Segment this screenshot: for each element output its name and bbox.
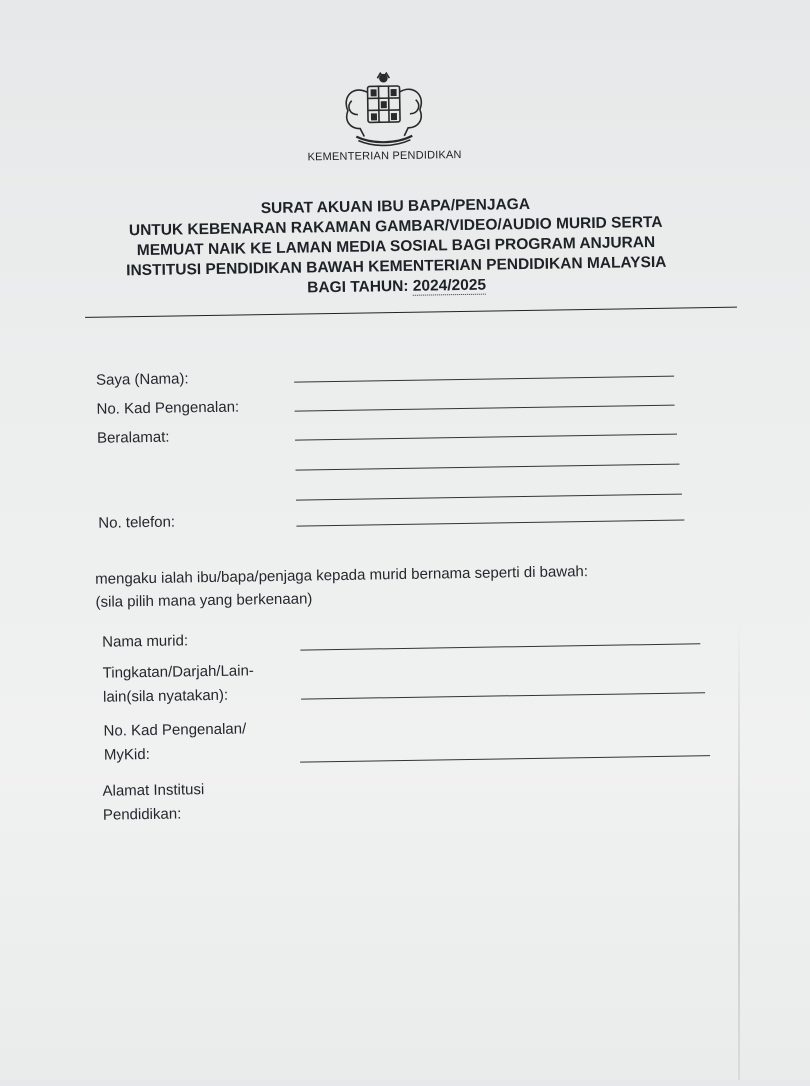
institution-address-label-line-1: Alamat Institusi bbox=[102, 781, 205, 800]
declaration-instruction: (sila pilih mana yang berkenaan) bbox=[95, 590, 313, 611]
ministry-name: KEMENTERIAN PENDIDIKAN bbox=[307, 148, 462, 164]
malaysia-coat-of-arms-logo bbox=[333, 69, 434, 151]
year-label: BAGI TAHUN: bbox=[307, 277, 409, 297]
student-ic-label-line-1: No. Kad Pengenalan/ bbox=[103, 720, 247, 740]
address-label: Beralamat: bbox=[96, 428, 170, 447]
document-title bbox=[85, 192, 706, 302]
header-divider bbox=[85, 307, 737, 318]
student-ic-label-line-2: MyKid: bbox=[103, 745, 150, 764]
parent-ic-field[interactable] bbox=[295, 405, 675, 412]
year-value: 2024/2025 bbox=[412, 276, 487, 295]
address-field-3[interactable] bbox=[296, 494, 682, 501]
student-name-label: Nama murid: bbox=[102, 632, 189, 651]
student-level-field[interactable] bbox=[301, 692, 705, 699]
phone-label: No. telefon: bbox=[98, 513, 176, 532]
parent-ic-label: No. Kad Pengenalan: bbox=[96, 398, 240, 418]
paper-fold-shadow bbox=[738, 620, 740, 1080]
declaration-text: mengaku ialah ibu/bapa/penjaga kepada murid bernama seperti di bawah: bbox=[95, 563, 589, 588]
address-field-2[interactable] bbox=[296, 464, 680, 471]
phone-field[interactable] bbox=[296, 520, 684, 527]
title-line-3: MEMUAT NAIK KE LAMAN MEDIA SOSIAL BAGI PROGRAM ANJURAN bbox=[136, 233, 656, 260]
student-level-label-line-2: lain(sila nyatakan): bbox=[102, 686, 229, 706]
student-name-field[interactable] bbox=[300, 643, 700, 650]
address-field-1[interactable] bbox=[295, 434, 677, 441]
parent-name-label: Saya (Nama): bbox=[95, 370, 189, 389]
title-line-4: INSTITUSI PENDIDIKAN BAWAH KEMENTERIAN PENDIDIKAN MALAYSIA bbox=[126, 253, 667, 280]
title-line-2: UNTUK KEBENARAN RAKAMAN GAMBAR/VIDEO/AUDIO MURID SERTA bbox=[128, 213, 663, 240]
title-line-1: SURAT AKUAN IBU BAPA/PENJAGA bbox=[260, 195, 531, 218]
student-level-label-line-1: Tingkatan/Darjah/Lain- bbox=[102, 662, 255, 682]
student-ic-field[interactable] bbox=[300, 755, 710, 762]
parent-name-field[interactable] bbox=[294, 376, 674, 383]
institution-address-label-line-2: Pendidikan: bbox=[102, 805, 182, 824]
